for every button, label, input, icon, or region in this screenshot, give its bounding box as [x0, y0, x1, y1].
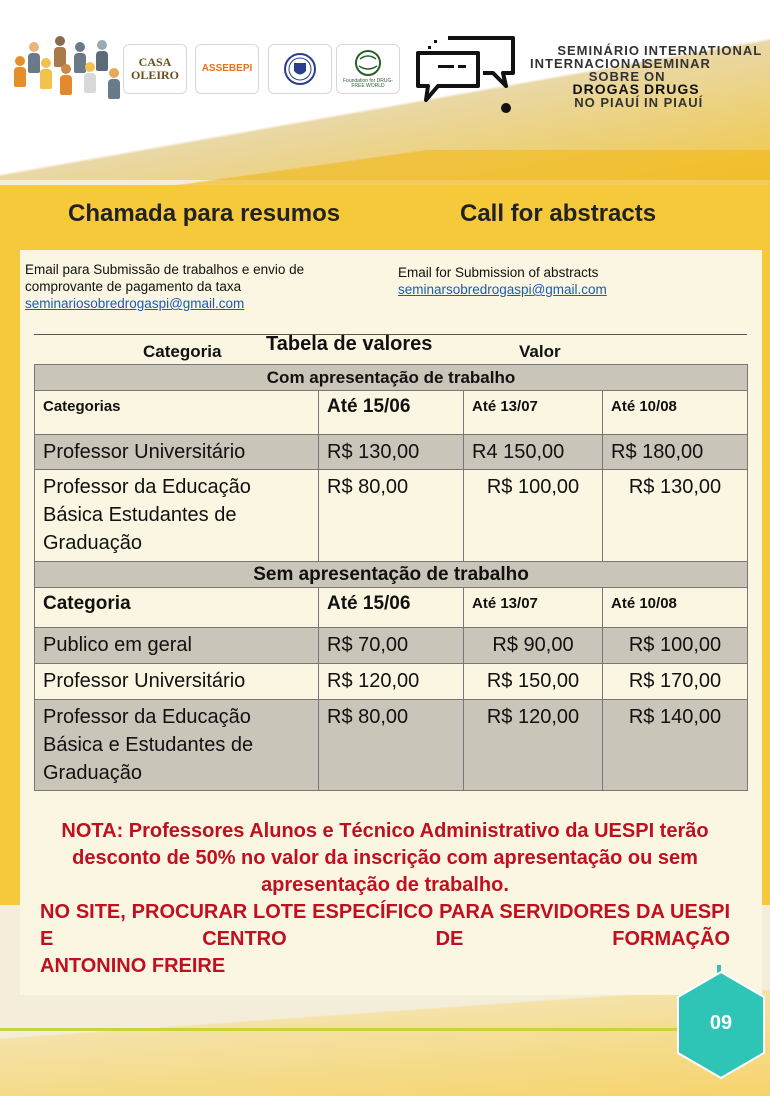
email-link-pt[interactable]: seminariosobredrogaspi@gmail.com — [25, 296, 245, 311]
casa-oleiro-logo: CASA OLEIRO — [123, 44, 187, 94]
table-row — [35, 470, 748, 562]
table-row — [35, 664, 748, 700]
section-row — [35, 365, 748, 391]
table-row — [35, 435, 748, 470]
header-cell: Categoria — [35, 588, 319, 628]
table-cell: R$ 70,00 — [319, 628, 464, 664]
shield-icon — [283, 52, 317, 86]
table-cell: R$ 170,00 — [603, 664, 748, 700]
label-categoria: Categoria — [143, 342, 222, 361]
heading-pt: Chamada para resumos — [68, 200, 341, 227]
label-valor: Valor — [519, 342, 561, 361]
event-title-en: INTERNATIONAL SEMINAR ON DRUGS IN PIAUÍ — [644, 43, 763, 110]
header-cell: Até 15/06 — [319, 391, 464, 435]
email-block-pt — [25, 261, 365, 312]
header-stripe — [0, 150, 770, 190]
table-cell: R$ 130,00 — [319, 435, 464, 470]
table-cell: R$ 180,00 — [603, 435, 748, 470]
table-cell: Professor Universitário — [35, 664, 319, 700]
table-cell: R$ 140,00 — [603, 700, 748, 791]
table-cell: Professor Universitário — [35, 435, 319, 470]
table-cell: Publico em geral — [35, 628, 319, 664]
table-header-row — [35, 391, 748, 435]
section-title: Sem apresentação de trabalho — [35, 562, 748, 588]
header-cell: Categorias — [35, 391, 319, 435]
table-header-row — [35, 588, 748, 628]
section-row — [35, 562, 748, 588]
nota-site-instruction — [40, 899, 730, 980]
header-cell: Até 15/06 — [319, 588, 464, 628]
email-block-en — [398, 264, 698, 298]
heading-en: Call for abstracts — [460, 200, 657, 227]
table-cell: R$ 150,00 — [464, 664, 603, 700]
header-cell: Até 13/07 — [464, 391, 603, 435]
table-cell: R4 150,00 — [464, 435, 603, 470]
nota-site-text: NO SITE, PROCURAR LOTE ESPECÍFICO PARA SERVIDORES DA UESPI E CENTRO DE FORMAÇÃO — [40, 901, 730, 950]
table-cell: R$ 80,00 — [319, 700, 464, 791]
header-cell: Até 10/08 — [603, 588, 748, 628]
table-cell: R$ 130,00 — [603, 470, 748, 562]
table-cell: R$ 120,00 — [319, 664, 464, 700]
table-cell: Professor da Educação Básica Estudantes de Graduação — [35, 470, 319, 562]
footer-background — [0, 990, 770, 1096]
seal-logo — [268, 44, 332, 94]
page-number: 09 — [709, 1012, 733, 1034]
drug-free-world-logo: Foundation for DRUG-FREE WORLD — [336, 44, 400, 94]
people-group-icon — [10, 30, 125, 110]
globe-icon — [354, 49, 382, 77]
email-link-en[interactable]: seminarsobredrogaspi@gmail.com — [398, 282, 607, 297]
nota-discount: NOTA: Professores Alunos e Técnico Administrativo da UESPI terão desconto de 50% no valor da inscrição com apresentação ou sem apresentação de trabalho. — [61, 820, 709, 896]
price-table — [34, 364, 748, 791]
table-cell: Professor da Educação Básica e Estudantes de Graduação — [35, 700, 319, 791]
event-title-pt: SEMINÁRIO INTERNACIONAL SOBRE DROGAS NO PIAUÍ — [530, 43, 651, 110]
header-cell: Até 13/07 — [464, 588, 603, 628]
table-cell: R$ 120,00 — [464, 700, 603, 791]
section-title: Com apresentação de trabalho — [35, 365, 748, 391]
nota-site-text-last: ANTONINO FREIRE — [40, 955, 226, 977]
table-row — [35, 628, 748, 664]
footer-line — [0, 1028, 690, 1031]
header-cell: Até 10/08 — [603, 391, 748, 435]
email-text-en: Email for Submission of abstracts — [398, 265, 599, 280]
table-cell: R$ 90,00 — [464, 628, 603, 664]
assebepi-logo: ASSEBEPI — [195, 44, 259, 94]
table-cell: R$ 100,00 — [603, 628, 748, 664]
table-cell: R$ 80,00 — [319, 470, 464, 562]
table-row — [35, 700, 748, 791]
label-tabela: Tabela de valores — [266, 333, 433, 355]
chat-bubbles-icon — [408, 28, 523, 118]
nota-block — [40, 818, 730, 980]
table-cell: R$ 100,00 — [464, 470, 603, 562]
email-text-pt: Email para Submissão de trabalhos e envio de comprovante de pagamento da taxa — [25, 262, 305, 294]
